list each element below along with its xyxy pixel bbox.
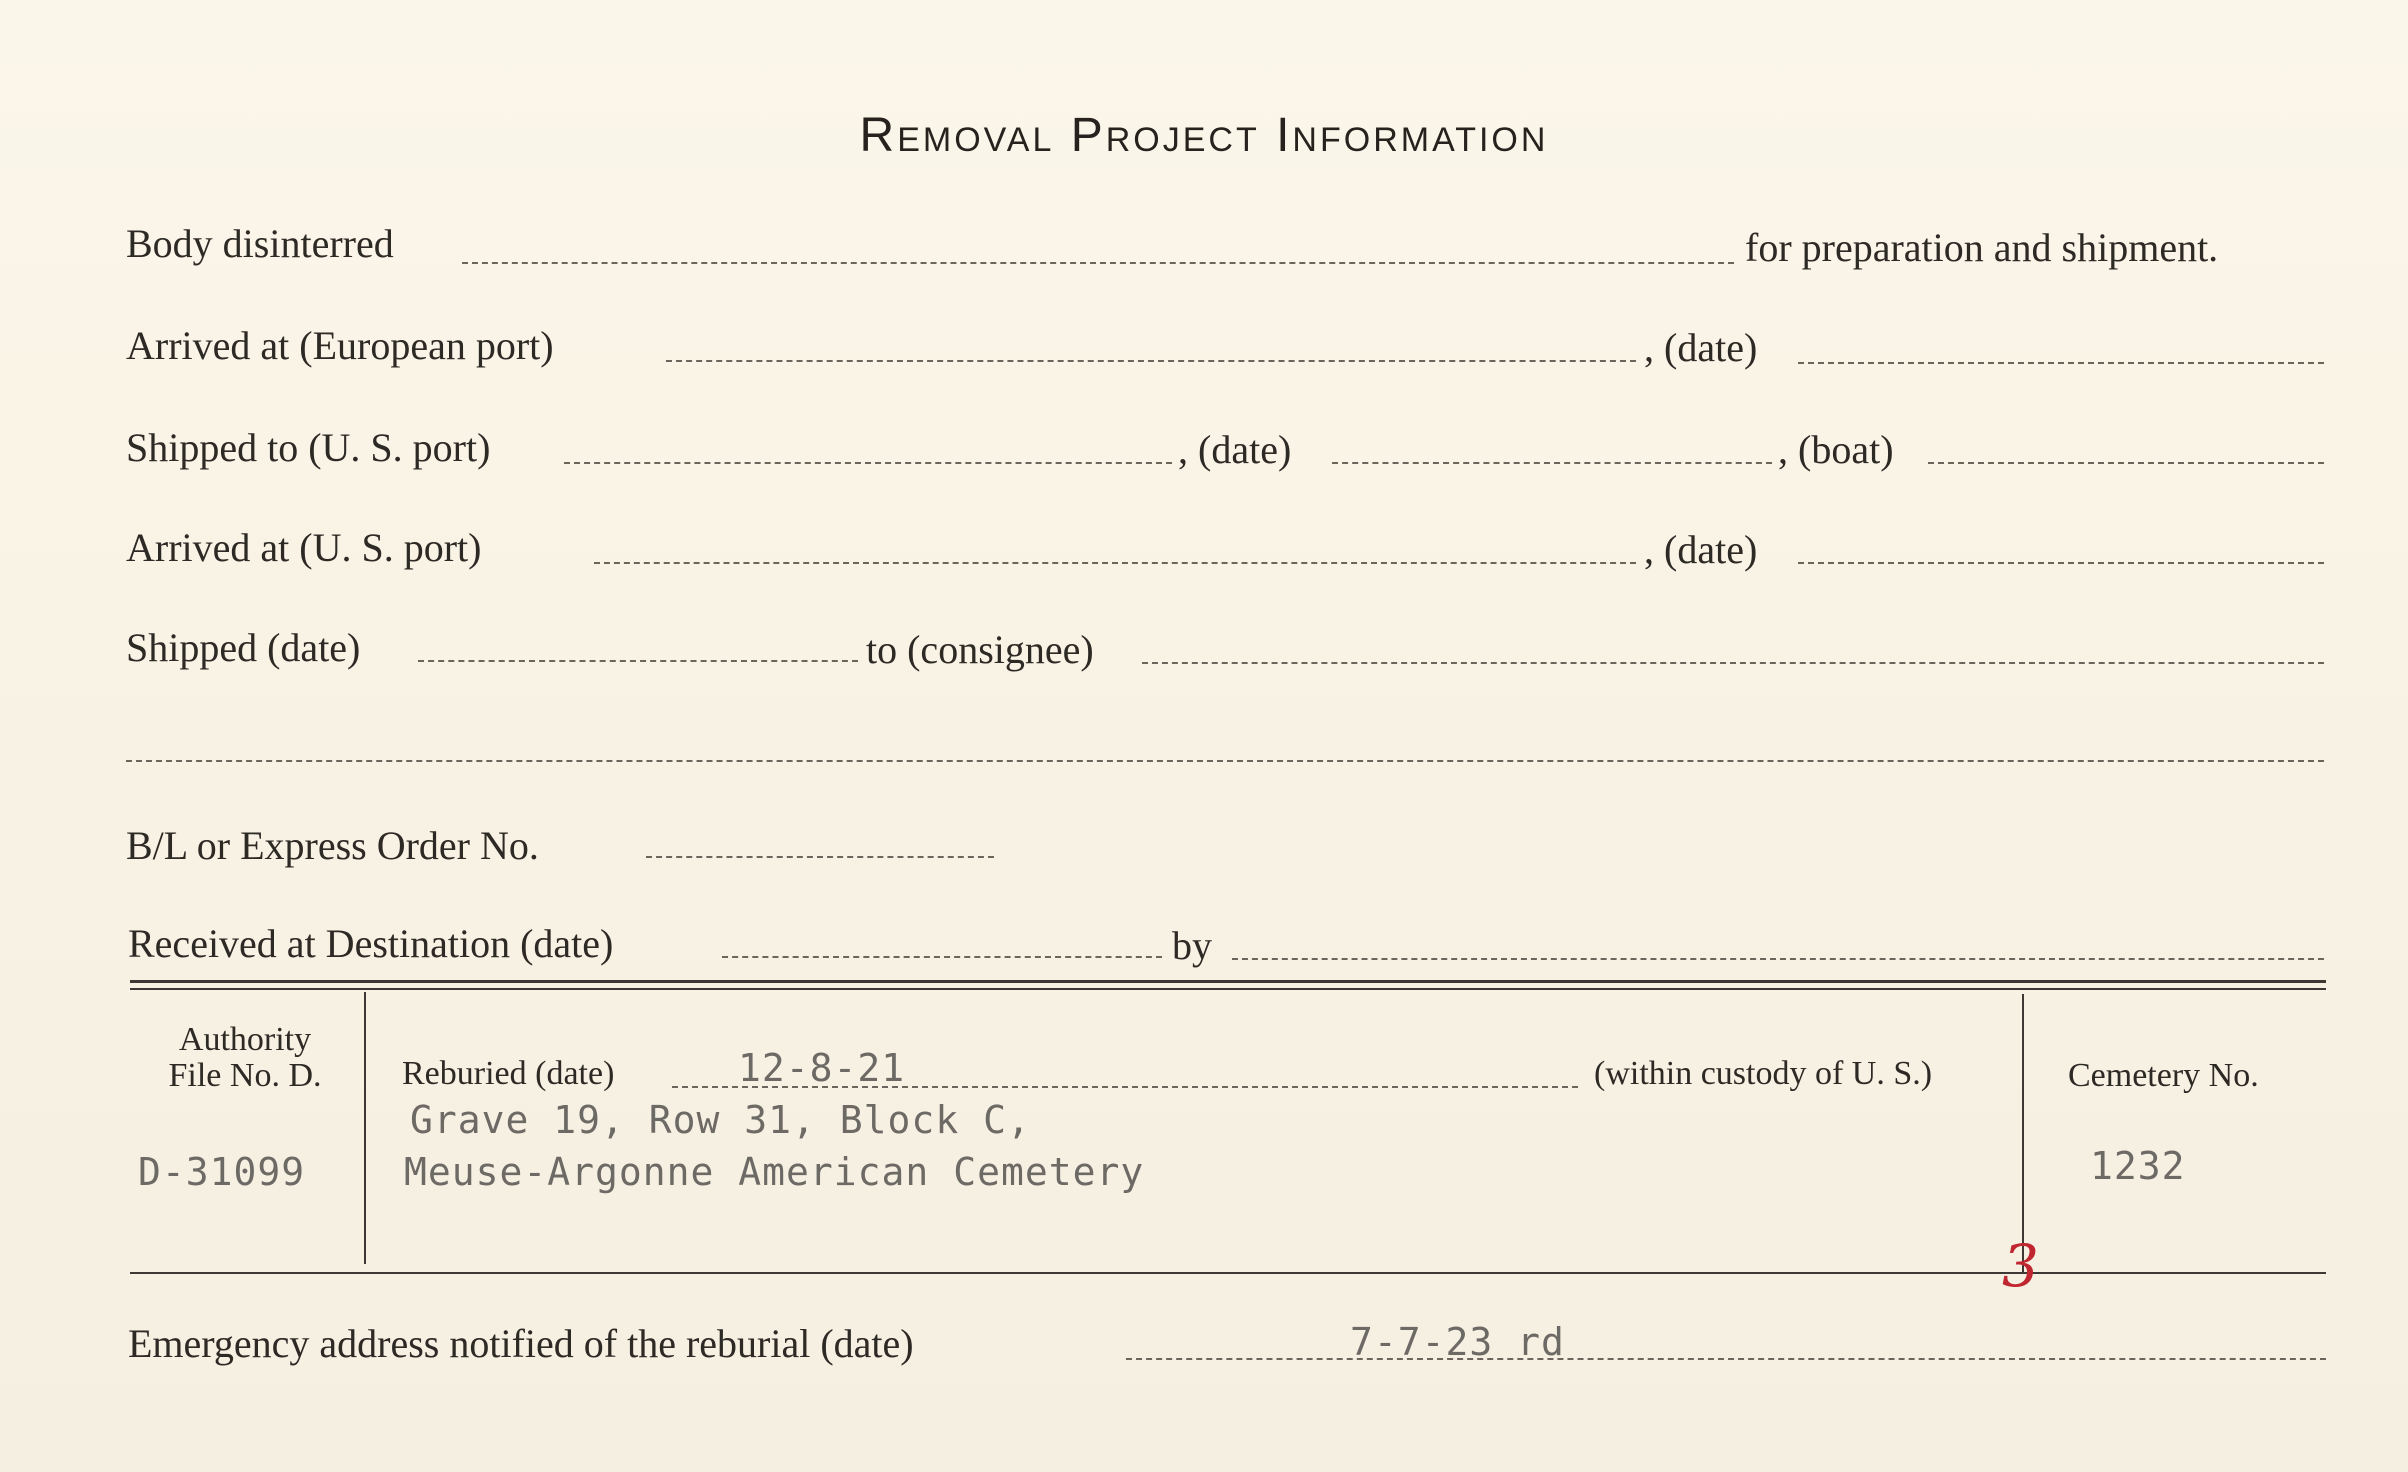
red-pencil-mark-icon: 3 bbox=[2002, 1232, 2039, 1300]
shipped-date-row-label: Shipped (date) bbox=[126, 625, 361, 670]
shipped-to-us-label: Shipped to (U. S. port) bbox=[126, 425, 491, 470]
reburied-date-value: 12-8-21 bbox=[738, 1046, 906, 1090]
box-top-rule-inner bbox=[130, 988, 2326, 990]
authority-file-value: D-31099 bbox=[138, 1150, 306, 1194]
arrived-european-label: Arrived at (European port) bbox=[126, 323, 554, 368]
consignee-field[interactable] bbox=[1142, 662, 2324, 664]
shipped-to-us-port-field[interactable] bbox=[564, 462, 1172, 464]
bl-order-field[interactable] bbox=[646, 856, 994, 858]
arrived-european-date-label: , (date) bbox=[1644, 325, 1758, 370]
custody-label: (within custody of U. S.) bbox=[1594, 1055, 1933, 1092]
box-top-rule bbox=[130, 980, 2326, 983]
authority-file-label: Authority File No. D. bbox=[168, 1021, 322, 1094]
received-by-field[interactable] bbox=[1232, 958, 2324, 960]
body-disinterred-label: Body disinterred bbox=[126, 221, 394, 266]
shipped-date-field[interactable] bbox=[418, 660, 858, 662]
emergency-date-value: 7-7-23 rd bbox=[1350, 1320, 1565, 1364]
consignee-label: to (consignee) bbox=[866, 627, 1094, 672]
arrived-european-date-field[interactable] bbox=[1798, 362, 2324, 364]
reburied-date-label: Reburied (date) bbox=[402, 1055, 615, 1092]
bl-order-label: B/L or Express Order No. bbox=[126, 823, 539, 868]
arrived-us-date-label: , (date) bbox=[1644, 527, 1758, 572]
consignee-continuation-field[interactable] bbox=[126, 760, 2324, 762]
arrived-us-date-field[interactable] bbox=[1798, 562, 2324, 564]
grave-location-line1: Grave 19, Row 31, Block C, bbox=[410, 1098, 1031, 1142]
emergency-date-field[interactable] bbox=[1126, 1358, 2326, 1360]
shipped-to-us-date-field[interactable] bbox=[1332, 462, 1772, 464]
cemetery-no-value: 1232 bbox=[2090, 1144, 2186, 1188]
boat-field[interactable] bbox=[1928, 462, 2324, 464]
box-divider-left bbox=[364, 992, 366, 1264]
boat-label: , (boat) bbox=[1778, 427, 1894, 472]
arrived-us-label: Arrived at (U. S. port) bbox=[126, 525, 482, 570]
received-destination-date-field[interactable] bbox=[722, 956, 1162, 958]
body-disinterred-field[interactable] bbox=[462, 262, 1734, 264]
received-destination-label: Received at Destination (date) bbox=[128, 921, 614, 966]
arrived-european-port-field[interactable] bbox=[666, 360, 1636, 362]
for-preparation-label: for preparation and shipment. bbox=[1745, 225, 2219, 270]
shipped-date-label: , (date) bbox=[1178, 427, 1292, 472]
card-title: Removal Project Information bbox=[859, 109, 1549, 162]
arrived-us-port-field[interactable] bbox=[594, 562, 1636, 564]
grave-location-line2: Meuse-Argonne American Cemetery bbox=[404, 1150, 1145, 1194]
box-divider-right bbox=[2022, 994, 2024, 1272]
emergency-address-label: Emergency address notified of the reburial (date) bbox=[128, 1321, 914, 1366]
box-bottom-rule bbox=[130, 1272, 2326, 1274]
received-by-label: by bbox=[1172, 923, 1212, 968]
cemetery-no-label: Cemetery No. bbox=[2068, 1057, 2259, 1094]
